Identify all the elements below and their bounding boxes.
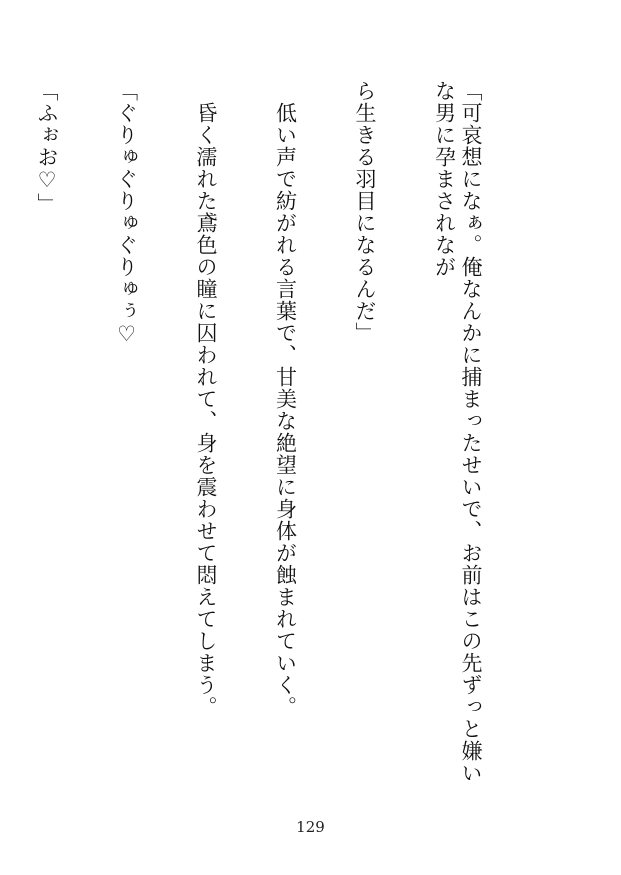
vertical-text-body [35,80,537,800]
text-line: 「可哀想になぁ。俺なんかに捕まったせいで、お前はこの先ずっと嫌いな男に孕まされなが [432,80,483,784]
page-number: 129 [296,818,325,836]
text-line: 「ぐりゅぐりゅぐりゅぅ♡ [114,80,139,347]
text-line: 低い声で紡がれる言葉で、甘美な絶望に身体が蝕まれていく。 [273,80,298,718]
text-line: 昏く濡れた鳶色の瞳に囚われて、身を震わせて悶えてしまう。 [194,80,218,718]
text-line: 「ふぉお♡」 [35,80,59,215]
text-line: ら生きる羽目になるんだ」 [353,80,377,344]
